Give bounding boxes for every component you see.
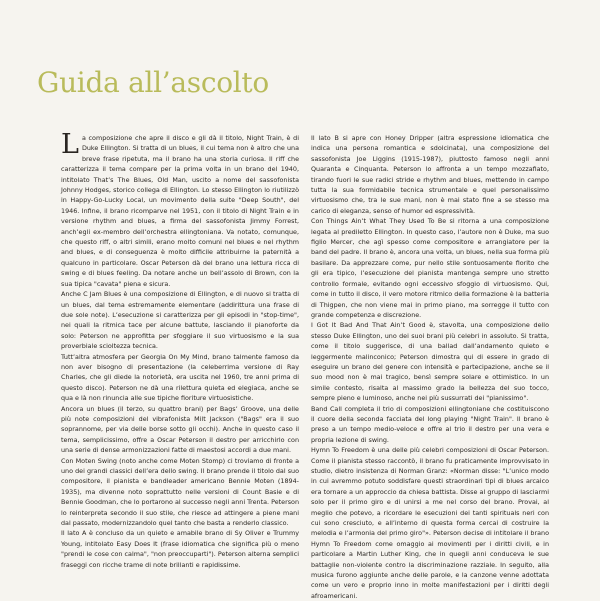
- page-title: Guida all’ascolto: [37, 66, 269, 99]
- paragraph: I Got It Bad And That Ain’t Good è, stavolta, una composizione dello stesso Duke Ellington, uno dei suoi brani più celebri in assoluto. Si tratta, come il titolo suggerisce, di una ballad dall’andamento quieto e leggermente malinconico; Peterson dimostra qui di essere in grado di eseguire un brano del genere con intensità e partecipazione, anche se il suo mood non è mai tragico, bensì sempre solare e ottimistico. In un simile contesto, risalta al massimo grado la bellezza del suo tocco, sempre pieno e luminoso, anche nei più sussurrati dei "pianissimo".: [311, 321, 549, 403]
- paragraph: Il lato B si apre con Honey Dripper (altra espressione idiomatica che indica una persona romantica e sdolcinata), una composizione del sassofonista Joe Liggins (1915-1987), piuttosto famoso negli anni Quaranta e Cinquanta. Peterson lo affronta a un tempo mozzafiato, tirando fuori le sue radici stride e rhythm and blues, mettendo in campo tutta la sua formidabile tecnica strumentale e quel personalissimo virtuosismo che, tra le sue mani, non è mai stato fine a se stesso ma carico di eleganza, senso of humor ed espressività.: [311, 134, 549, 215]
- paragraph: Hymn To Freedom è una delle più celebri composizioni di Oscar Peterson. Come il pianista stesso raccontò, il brano fu praticamente improvvisato in studio, dietro insistenza di Norman Granz: «Norman disse: "L’unico modo in cui avremmo potuto soddisfare questi straordinari tipi di blues arcaico era tornare a un approccio da chiesa battista. Disse al gruppo di lasciarmi solo per il primo giro e di unirsi a me nel corso del brano. Provai, al meglio che potevo, a ricordare le esecuzioni dei tanti spirituals neri con cui sono cresciuto, e all’interno di questa forma cercai di costruire la melodia e l’armonia del primo giro"». Peterson decise di intitolare il brano Hymn To Freedom come omaggio ai movimenti per i diritti civili, e in particolare a Martin Luther King, che in quegli anni conduceva le sue battaglie non-violente contro la discriminazione razziale. In seguito, alla musica furono aggiunte anche delle parole, e la canzone venne adottata come un vero e proprio inno in molte manifestazioni per i diritti degli afroamericani.: [311, 446, 549, 600]
- paragraph: Anche C Jam Blues è una composizione di Ellington, e di nuovo si tratta di un blues, dal tema estremamente elementare (addirittura una frase di due sole note). L’esecuzione si caratterizza per gli episodi in "stop-time", nei quali la ritmica tace per alcune battute, lasciando il pianoforte da solo: Peterson ne approfitta per sfoggiare il suo virtuosismo e la sua proverbiale scioltezza tecnica.: [61, 290, 299, 351]
- left-column: [61, 129, 299, 583]
- paragraph: [61, 129, 299, 289]
- paragraph: Ancora un blues (il terzo, su quattro brani) per Bags’ Groove, una delle più note composizioni del vibrafonista Milt Jackson ("Bags" era il suo soprannome, per via delle borse sotto gli occhi). Anche in questo caso il tema, semplicissimo, offre a Oscar Peterson il destro per arricchirlo con una serie di dense armonizzazioni fatte di maestosi accordi a due mani.: [61, 404, 299, 455]
- right-column: [311, 133, 549, 600]
- paragraph-text: a composizione che apre il disco e gli dà il titolo, Night Train, è di Duke Ellington. Si tratta di un blues, il cui tema non è altro che una breve frase ripetuta, ma il brano ha una storia curiosa. Il riff che caratterizza il tema compare per la prima volta in un brano del 1940, intitolato That’s The Blues, Old Man, uscito a nome del sassofonista Johnny Hodges, storico collega di Ellington. Lo stesso Ellington lo riutilizzò in Happy-Go-Lucky Local, un movimento della suite "Deep South", del 1946. Infine, il brano ricomparve nel 1951, con il titolo di Night Train e in versione rhythm and blues, a firma del sassofonista Jimmy Forrest, anch’egli ex-membro dell’orchestra ellingtoniana. Va notato, comunque, che questo riff, o altri simili, erano molto comuni nel blues e nel rhythm and blues, e di conseguenza è molto difficile attribuirne la paternità a qualcuno in particolare. Oscar Peterson dà del brano una lettura ricca di swing e di blues feeling. Da notare anche un bell’assolo di Brown, con la sua tipica "cavata" piena e sicura.: [61, 134, 299, 288]
- drop-cap: L: [61, 129, 79, 160]
- paragraph: Con Moten Swing (noto anche come Moten Stomp) ci troviamo di fronte a uno dei grandi classici dell’era dello swing. Il brano prende il titolo dal suo compositore, il pianista e bandleader americano Bennie Moten (1894-1935), ma divenne noto soprattutto nelle versioni di Count Basie e di Bennie Goodman, che lo portarono al successo negli anni Trenta. Peterson lo reinterpreta secondo il suo stile, che riesce ad attingere a piene mani dal passato, modernizzandolo quel tanto che basta a renderlo classico.: [61, 456, 299, 528]
- paragraph: Tutt’altra atmosfera per Georgia On My Mind, brano talmente famoso da non aver bisogno di presentazione (la celeberrima versione di Ray Charles, che gli diede la notorietà, era uscita nel 1960, tre anni prima di questo disco). Peterson ne dà una rilettura quieta ed elegiaca, anche se qua e là non rinuncia alle sue tipiche fioriture virtuosistiche.: [61, 352, 299, 403]
- paragraph: Il lato A è concluso da un quieto e amabile brano di Sy Oliver e Trummy Young, intitolato Easy Does It (frase idiomatica che significa più o meno "prendi le cose con calma", "non preoccuparti"). Peterson alterna semplici fraseggi con ricche trame di note brillanti e rapidissime.: [61, 529, 299, 569]
- paragraph: Con Things Ain’t What They Used To Be si ritorna a una composizione legata al prediletto Ellington. In questo caso, l’autore non è Duke, ma suo figlio Mercer, che agì spesso come compositore e arrangiatore per la band del padre. Il brano è, ancora una volta, un blues, nella sua forma più basilare. Da apprezzare come, pur nello stile sontuosamente fiorito che gli era tipico, l’esecuzione del pianista mantenga sempre uno stretto controllo formale, evitando ogni eccessivo sfoggio di virtuosismo. Qui, come in tutto il disco, il vero motore ritmico della formazione è la batteria di Thigpen, che non viene mai in primo piano, ma sorregge il tutto con grande competenza e discrezione.: [311, 217, 549, 319]
- paragraph: Band Call completa il trio di composizioni ellingtoniane che costituiscono il cuore della seconda facciata del long playing "Night Train". Il brano è preso a un tempo medio-veloce e offre al trio il destro per una vera e propria lezione di swing.: [311, 404, 549, 444]
